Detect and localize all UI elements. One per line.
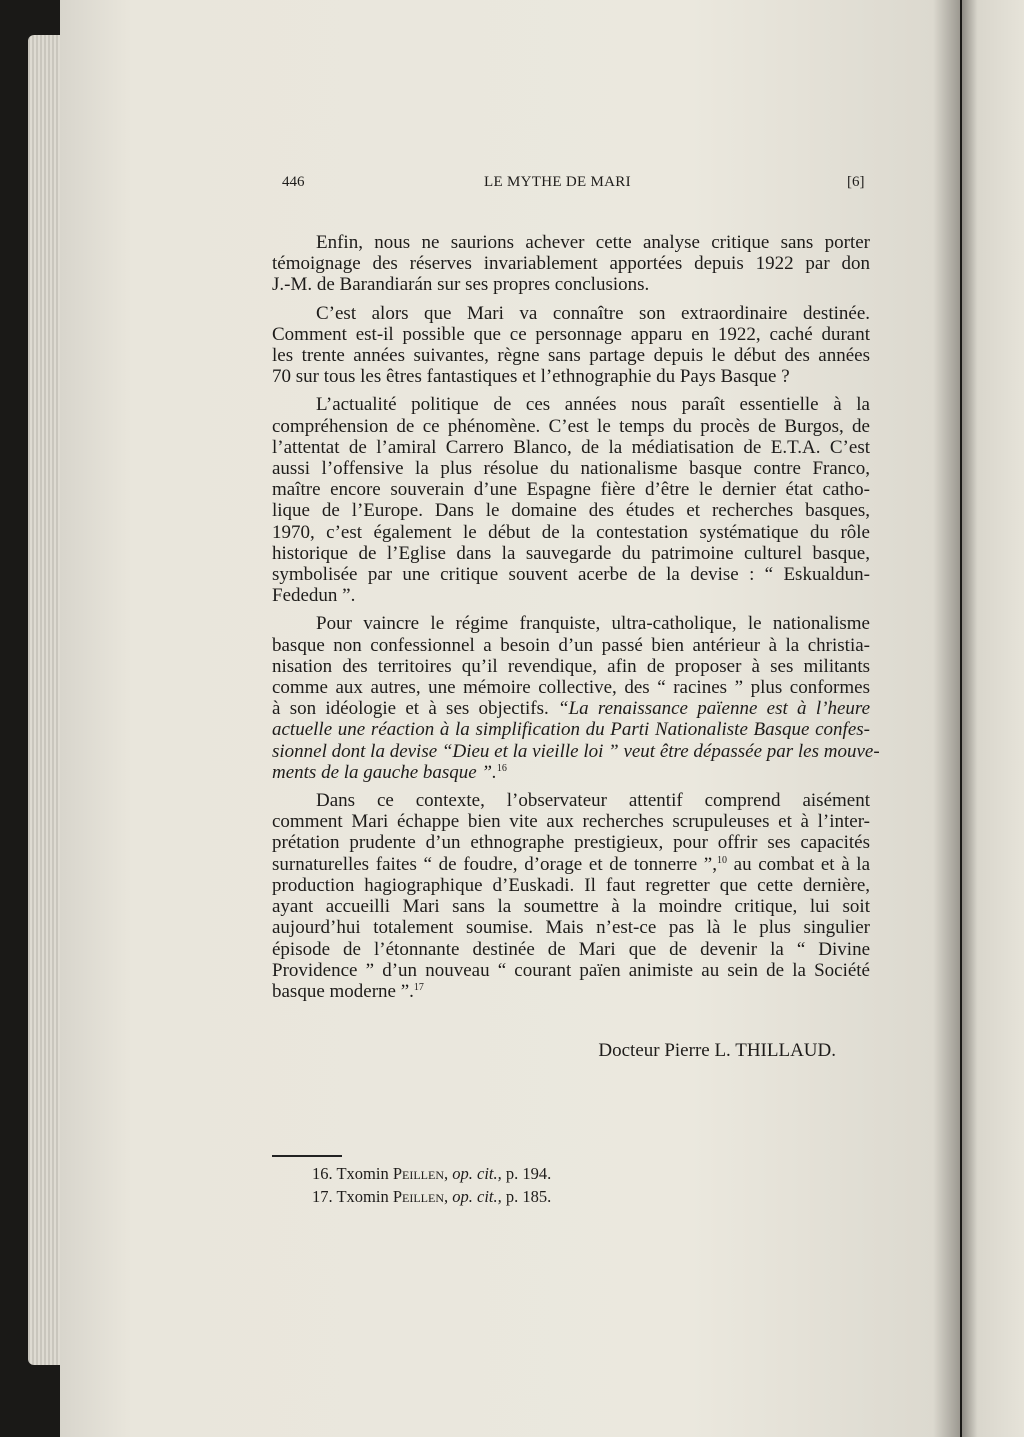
text-run: 1970, c’est également le début de la contestation systématique du rôle: [272, 521, 870, 543]
text-run: à son idéologie et à ses objectifs.: [272, 698, 559, 720]
body-text: [272, 232, 880, 1009]
footnote-page: p. 194.: [505, 1164, 552, 1183]
text-run: C’est alors que Mari va connaître son extraordinaire destinée.: [316, 302, 870, 324]
text-line: [272, 345, 870, 366]
footnote-number: 17.: [312, 1187, 333, 1206]
text-run: Comment est-il possible que ce personnage apparu en 1922, caché durant: [272, 323, 870, 345]
text-line: [272, 324, 870, 345]
text-run: Fededun ”.: [272, 585, 356, 607]
text-line: [272, 698, 870, 719]
text-run: J.-M. de Barandiarán sur ses propres conclusions.: [272, 274, 650, 296]
text-run: symbolisée par une critique souvent acerbe de la devise : “ Eskualdun-: [272, 564, 870, 586]
text-line: [272, 656, 870, 677]
text-line: [272, 500, 870, 521]
text-line: [272, 479, 870, 500]
text-line: [272, 416, 870, 437]
signature: Docteur Pierre L. THILLAUD.: [598, 1040, 836, 1061]
section-number: [6]: [847, 174, 865, 190]
text-run: maître encore souverain d’une Espagne fière d’être le dernier état catho-: [272, 479, 870, 501]
footnote-reference: 16: [496, 762, 507, 774]
footnote-ref: op. cit.,: [452, 1187, 502, 1206]
facing-page-edge: [962, 0, 1024, 1437]
footnote-author-last: Peillen: [392, 1187, 444, 1206]
text-run: ayant accueilli Mari sans la soumettre à la moindre critique, lui soit: [272, 896, 870, 918]
text-line: [272, 522, 870, 543]
text-line: [272, 303, 870, 324]
footnote: 17. Txomin Peillen, op. cit., p. 185.: [312, 1187, 552, 1206]
text-run: l’attentat de l’amiral Carrero Blanco, de la médiatisation de E.T.A. C’est: [272, 436, 870, 458]
text-line: [272, 677, 870, 698]
text-line: [272, 366, 870, 387]
text-line: [272, 875, 870, 896]
text-line: [272, 543, 870, 564]
running-title: LE MYTHE DE MARI: [484, 174, 631, 190]
text-run: Dans ce contexte, l’observateur attentif comprend aisément: [316, 790, 870, 812]
text-line: [272, 790, 870, 811]
text-run: nisation des territoires qu’il revendique, afin de proposer à ses militants: [272, 655, 870, 677]
text-run: Enfin, nous ne saurions achever cette analyse critique sans porter: [316, 232, 870, 253]
text-line: [272, 635, 870, 656]
text-line: [272, 613, 870, 634]
text-run: “La renaissance païenne est à l’heure: [558, 698, 870, 720]
text-run: 70 sur tous les êtres fantastiques et l’ethnographie du Pays Basque ?: [272, 366, 790, 388]
text-run: témoignage des réserves invariablement apportées depuis 1922 par don: [272, 253, 870, 275]
paragraph: [272, 303, 870, 388]
text-line: [272, 394, 870, 415]
text-run: compréhension de ce phénomène. C’est le temps du procès de Burgos, de: [272, 415, 870, 437]
text-run: basque moderne ”.: [272, 980, 414, 1002]
text-run: aussi l’offensive la plus résolue du nationalisme basque contre Franco,: [272, 458, 870, 480]
text-run: Pour vaincre le régime franquiste, ultra-catholique, le nationalisme: [316, 613, 870, 635]
text-run: comme aux autres, une mémoire collective, des “ racines ” plus conformes: [272, 677, 870, 699]
text-line: [272, 960, 870, 981]
paragraph: [272, 613, 880, 783]
text-run: Providence ” d’un nouveau “ courant païen animiste au sein de la Société: [272, 959, 870, 981]
text-run: les trente années suivantes, règne sans partage depuis le début des années: [272, 345, 870, 367]
paragraph: [272, 232, 870, 296]
text-run: L’actualité politique de ces années nous paraît essentielle à la: [316, 394, 870, 416]
footnote-author-first: Txomin: [336, 1187, 389, 1206]
footnote-number: 16.: [312, 1164, 333, 1183]
text-line: [272, 939, 870, 960]
text-run: basque non confessionnel a besoin d’un passé bien antérieur à la christia-: [272, 634, 870, 656]
text-run: lique de l’Europe. Dans le domaine des études et recherches basques,: [272, 500, 870, 522]
text-line: [272, 719, 870, 740]
text-run: historique de l’Eglise dans la sauvegarde du patrimoine culturel basque,: [272, 542, 870, 564]
footnote-author-first: Txomin: [336, 1164, 389, 1183]
footnote-author-last: Peillen: [392, 1164, 444, 1183]
text-line: [272, 762, 870, 783]
text-run: sionnel dont la devise “Dieu et la vieille loi ” veut être dépassée par les mouve-: [272, 740, 880, 762]
text-line: [272, 274, 870, 295]
text-line: [272, 253, 870, 274]
text-line: [272, 437, 870, 458]
footnote-reference: 10: [717, 854, 727, 866]
text-line: [272, 832, 870, 853]
text-run: comment Mari échappe bien vite aux recherches scrupuleuses et à l’inter-: [272, 811, 870, 833]
text-line: [272, 917, 870, 938]
text-line: [272, 585, 870, 606]
paragraph: [272, 790, 870, 1002]
footnote: 16. Txomin Peillen, op. cit., p. 194.: [312, 1164, 552, 1183]
text-run: ments de la gauche basque ”.: [272, 761, 497, 783]
footnote-reference: 17: [413, 981, 424, 993]
footnote-rule: [272, 1155, 342, 1157]
text-line: [272, 740, 880, 762]
text-run: au combat et à la: [727, 853, 871, 875]
text-run: actuelle une réaction à la simplification du Parti Nationaliste Basque confes-: [272, 719, 870, 741]
text-line: [272, 232, 870, 253]
footnote-ref: op. cit.,: [452, 1164, 502, 1183]
text-line: [272, 896, 870, 917]
text-line: [272, 981, 870, 1002]
text-run: production hagiographique d’Euskadi. Il faut regretter que cette dernière,: [272, 874, 870, 896]
text-run: aujourd’hui totalement soumise. Mais n’est-ce pas là le plus singulier: [272, 917, 870, 939]
text-line: [272, 854, 870, 875]
text-run: surnaturelles faites “ de foudre, d’orage et de tonnerre ”,: [272, 853, 717, 875]
page-number: 446: [282, 174, 305, 190]
text-line: [272, 811, 870, 832]
paragraph: [272, 394, 870, 606]
text-line: [272, 458, 870, 479]
text-run: prétation prudente d’un ethnographe prestigieux, pour offrir ses capacités: [272, 832, 870, 854]
footnote-page: p. 185.: [505, 1187, 552, 1206]
text-line: [272, 564, 870, 585]
text-run: épisode de l’étonnante destinée de Mari que de devenir la “ Divine: [272, 938, 870, 960]
